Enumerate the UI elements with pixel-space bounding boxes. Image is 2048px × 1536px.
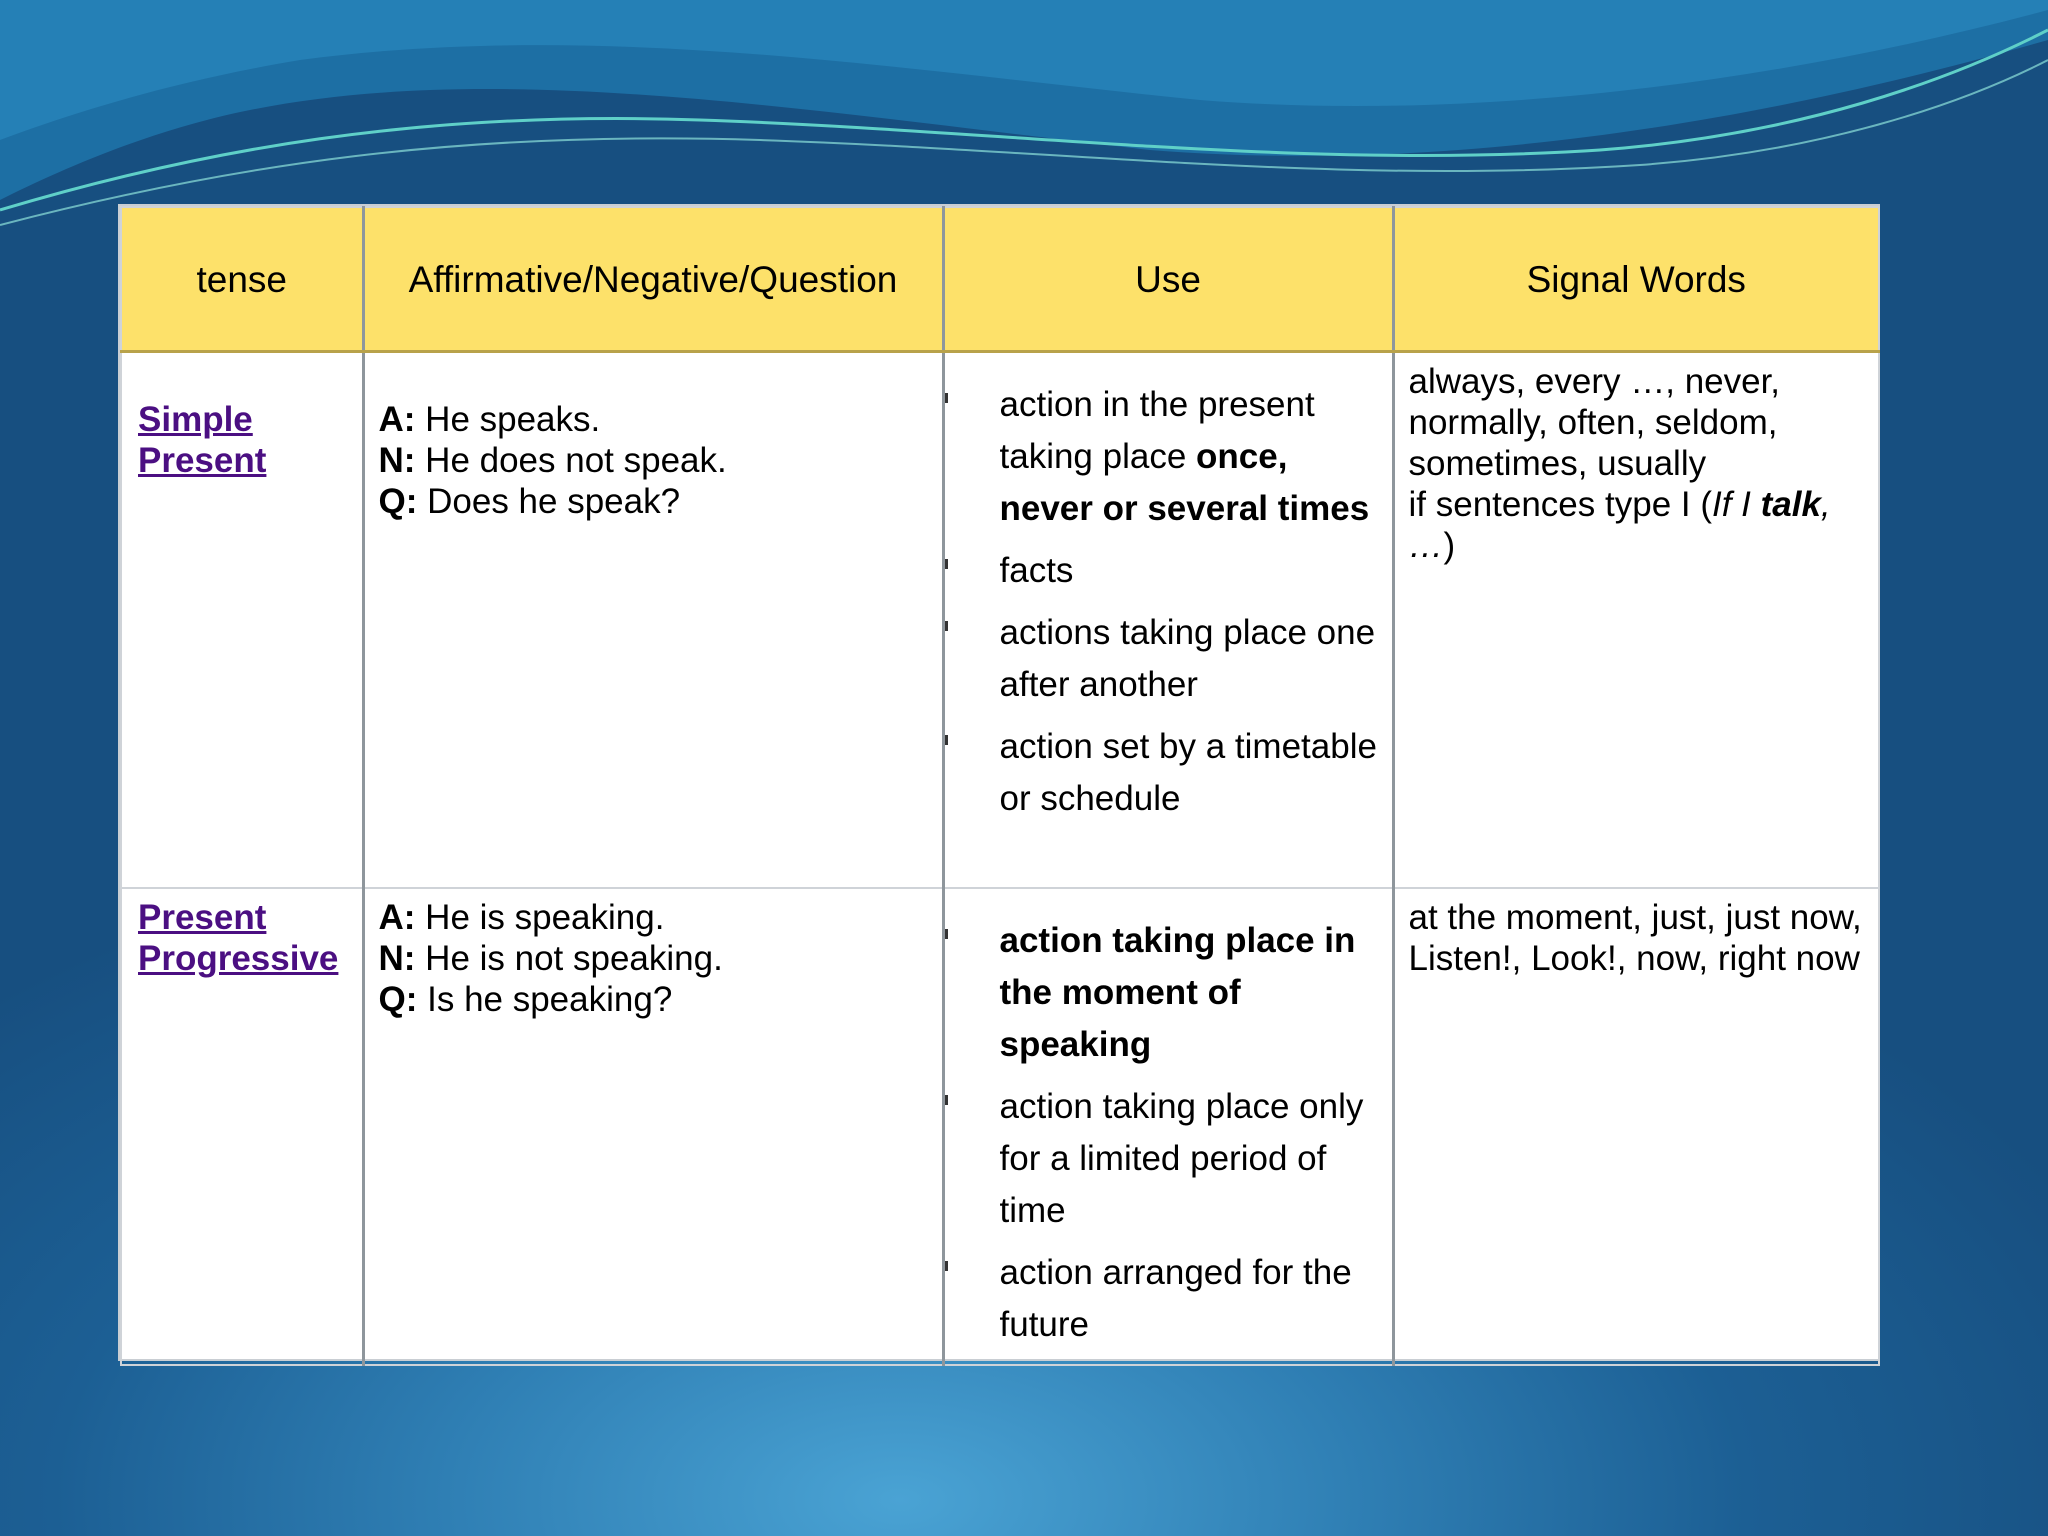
signal-words-cell: always, every …, never, normally, often, seldom, sometimes, usually if sentences type I (If I talk, …) xyxy=(1393,352,1879,888)
header-tense: tense xyxy=(121,207,363,352)
use-list xyxy=(1000,915,1382,1351)
signal-words-cell xyxy=(1393,888,1879,1365)
form-question: Q: Is he speaking? xyxy=(378,979,673,1019)
forms-cell xyxy=(363,888,943,1365)
signal-words-text: at the moment, just, just now, Listen!, Look!, now, right now xyxy=(1408,897,1862,978)
use-item: action taking place in the moment of speaking xyxy=(1000,915,1382,1071)
use-item: actions taking place one after another xyxy=(1000,607,1382,711)
table-header-row xyxy=(121,207,1879,352)
form-negative: N: He does not speak. xyxy=(378,441,727,480)
form-question: Q: Does he speak? xyxy=(378,482,681,521)
table-row-present-progressive xyxy=(121,888,1879,1365)
use-item: action set by a timetable or schedule xyxy=(1000,721,1382,825)
header-forms: Affirmative/Negative/Question xyxy=(363,207,943,352)
form-negative: N: He is not speaking. xyxy=(378,938,723,978)
table-row-simple-present xyxy=(121,352,1879,888)
simple-present-link[interactable]: Simple Present xyxy=(138,400,267,480)
tense-table xyxy=(120,206,1880,1366)
use-item: action arranged for the future xyxy=(1000,1247,1382,1351)
form-affirmative: A: He is speaking. xyxy=(378,897,665,937)
use-list xyxy=(1000,379,1382,825)
tense-table-container xyxy=(120,206,1878,1359)
header-signal-words: Signal Words xyxy=(1393,207,1879,352)
tense-cell xyxy=(121,352,363,888)
use-item: facts xyxy=(1000,545,1382,597)
use-item: action in the present taking place once, never or several times xyxy=(1000,379,1382,535)
signal-words-text: always, every …, never, normally, often, seldom, sometimes, usually xyxy=(1408,362,1781,483)
header-use: Use xyxy=(943,207,1393,352)
form-affirmative: A: He speaks. xyxy=(378,400,601,439)
present-progressive-link[interactable]: Present Progressive xyxy=(138,897,339,978)
use-cell xyxy=(943,888,1393,1365)
tense-cell xyxy=(121,888,363,1365)
forms-cell xyxy=(363,352,943,888)
use-item: action taking place only for a limited period of time xyxy=(1000,1081,1382,1237)
use-cell xyxy=(943,352,1393,888)
